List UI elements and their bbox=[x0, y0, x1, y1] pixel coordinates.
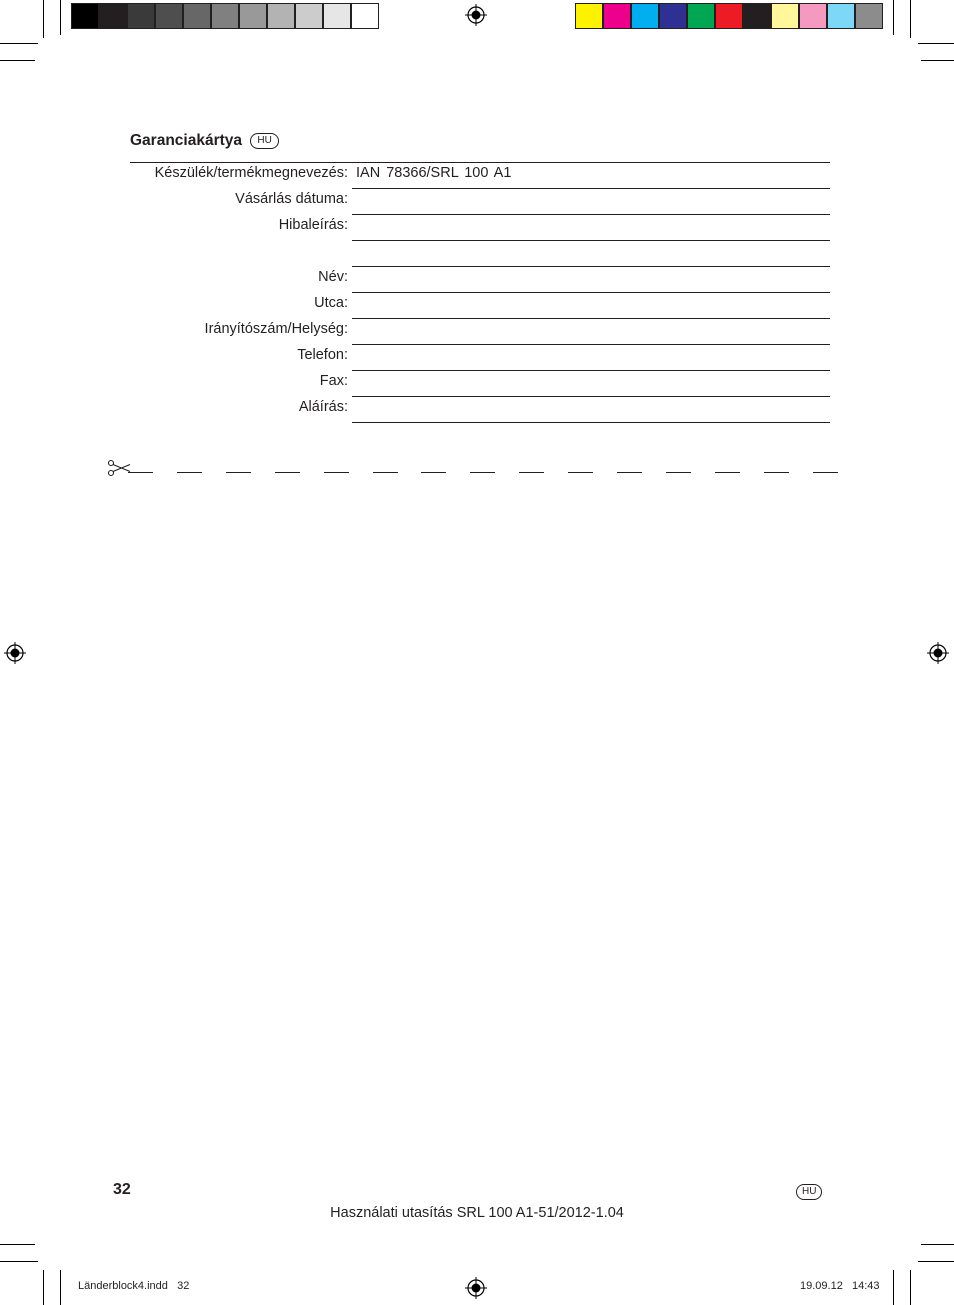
cut-dash bbox=[177, 472, 202, 473]
field-underline bbox=[352, 266, 830, 267]
crop-mark bbox=[43, 0, 44, 38]
field-label: Utca: bbox=[314, 295, 348, 311]
scissors-icon bbox=[106, 458, 134, 478]
cut-dash bbox=[764, 472, 789, 473]
field-underline bbox=[352, 370, 830, 371]
field-label: Hibaleírás: bbox=[278, 217, 348, 233]
crop-mark bbox=[910, 1270, 911, 1305]
cut-dash bbox=[666, 472, 691, 473]
field-underline bbox=[352, 396, 830, 397]
cut-dash bbox=[519, 472, 544, 473]
color-swatch bbox=[295, 3, 323, 29]
color-swatch bbox=[239, 3, 267, 29]
color-swatch bbox=[575, 3, 603, 29]
color-swatch bbox=[687, 3, 715, 29]
crop-mark bbox=[921, 60, 954, 61]
cut-dash bbox=[568, 472, 593, 473]
field-underline bbox=[352, 240, 830, 241]
color-swatch bbox=[99, 3, 127, 29]
field-label: Vásárlás dátuma: bbox=[235, 191, 348, 207]
color-swatch bbox=[211, 3, 239, 29]
crop-mark bbox=[0, 43, 38, 44]
field-value[interactable]: IAN 78366/SRL 100 A1 bbox=[356, 165, 512, 181]
field-label: Irányítószám/Helység: bbox=[204, 321, 348, 337]
color-swatch bbox=[127, 3, 155, 29]
crop-mark bbox=[43, 1270, 44, 1305]
color-swatch bbox=[323, 3, 351, 29]
color-swatch bbox=[267, 3, 295, 29]
registration-mark-icon bbox=[4, 642, 26, 664]
color-swatch bbox=[183, 3, 211, 29]
color-swatch bbox=[351, 3, 379, 29]
crop-mark bbox=[918, 1261, 954, 1262]
crop-mark bbox=[921, 1244, 954, 1245]
title-text: Garanciakártya bbox=[130, 132, 243, 149]
cut-dash bbox=[715, 472, 740, 473]
crop-mark bbox=[918, 43, 954, 44]
field-label: Aláírás: bbox=[298, 399, 348, 415]
field-underline bbox=[352, 214, 830, 215]
color-swatch bbox=[827, 3, 855, 29]
color-swatch bbox=[715, 3, 743, 29]
slug-datetime: 19.09.12 14:43 bbox=[800, 1280, 880, 1292]
color-swatch bbox=[799, 3, 827, 29]
cut-dash bbox=[421, 472, 446, 473]
registration-mark-icon bbox=[465, 1277, 487, 1299]
field-label: Telefon: bbox=[297, 347, 348, 363]
field-label: Készülék/termékmegnevezés: bbox=[154, 165, 348, 181]
field-underline bbox=[352, 344, 830, 345]
crop-mark bbox=[60, 1270, 61, 1305]
crop-mark bbox=[0, 1244, 35, 1245]
cut-dash bbox=[324, 472, 349, 473]
field-underline bbox=[352, 318, 830, 319]
form-top-rule bbox=[130, 162, 830, 163]
page-number: 32 bbox=[113, 1181, 131, 1198]
color-swatch bbox=[771, 3, 799, 29]
cut-dash bbox=[813, 472, 838, 473]
cut-dash bbox=[470, 472, 495, 473]
document-reference: Használati utasítás SRL 100 A1-51/2012-1.04 bbox=[330, 1205, 624, 1221]
language-badge: HU bbox=[250, 133, 278, 149]
field-label: Fax: bbox=[319, 373, 348, 389]
color-swatch bbox=[855, 3, 883, 29]
registration-mark-icon bbox=[927, 642, 949, 664]
cut-dash bbox=[275, 472, 300, 473]
color-swatch bbox=[71, 3, 99, 29]
field-underline bbox=[352, 188, 830, 189]
field-label: Név: bbox=[318, 269, 348, 285]
crop-mark bbox=[910, 0, 911, 38]
crop-mark bbox=[893, 1270, 894, 1305]
cut-dash bbox=[226, 472, 251, 473]
crop-mark bbox=[0, 60, 35, 61]
page-title bbox=[130, 132, 279, 150]
crop-mark bbox=[60, 0, 61, 35]
registration-mark-icon bbox=[465, 4, 487, 26]
color-swatch bbox=[743, 3, 771, 29]
crop-mark bbox=[893, 0, 894, 35]
color-swatch bbox=[603, 3, 631, 29]
cut-dash bbox=[617, 472, 642, 473]
color-swatch bbox=[631, 3, 659, 29]
field-underline bbox=[352, 422, 830, 423]
cut-dash bbox=[373, 472, 398, 473]
language-badge: HU bbox=[796, 1184, 822, 1200]
slug-file: Länderblock4.indd 32 bbox=[78, 1280, 190, 1292]
color-swatch bbox=[659, 3, 687, 29]
field-underline bbox=[352, 292, 830, 293]
color-swatch bbox=[155, 3, 183, 29]
crop-mark bbox=[0, 1261, 38, 1262]
cut-dash bbox=[128, 472, 153, 473]
